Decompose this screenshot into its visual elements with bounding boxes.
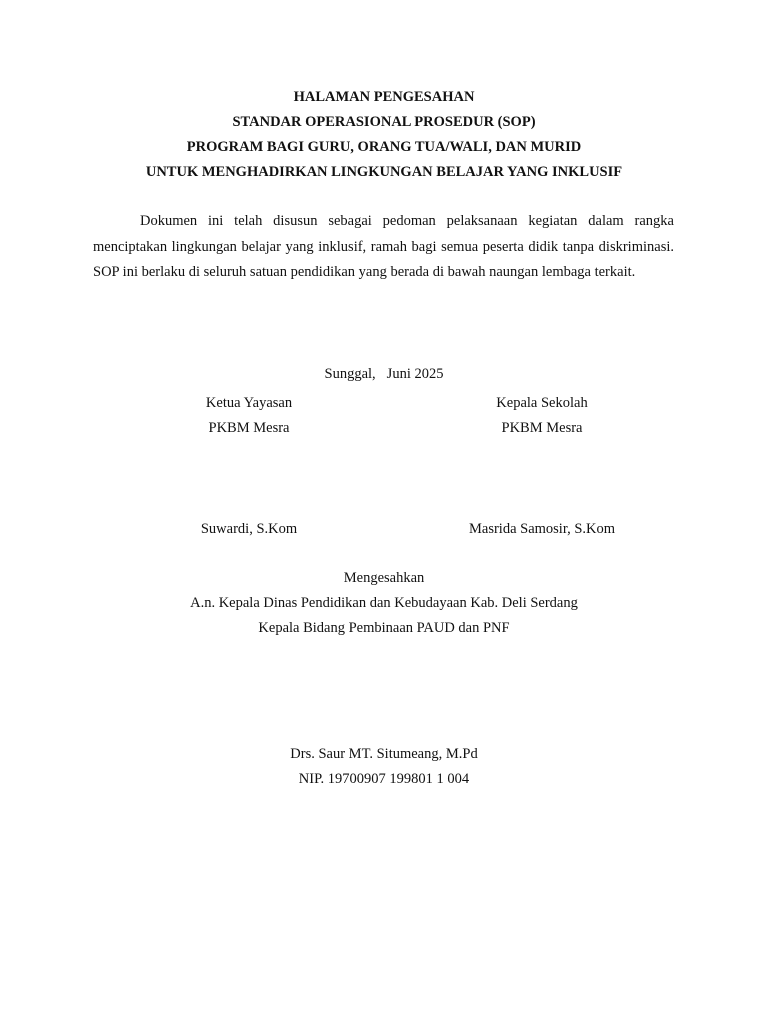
approval-nip: NIP. 19700907 199801 1 004 [298, 771, 470, 787]
approval-position: Kepala Bidang Pembinaan PAUD dan PNF [258, 620, 510, 636]
heading-line-3: PROGRAM BAGI GURU, ORANG TUA/WALI, DAN MURID [186, 139, 582, 155]
date-value: Juni 2025 [386, 366, 444, 382]
approval-on-behalf: A.n. Kepala Dinas Pendidikan dan Kebudayaan Kab. Deli Serdang [190, 595, 578, 611]
right-signatory-institution: PKBM Mesra [501, 420, 583, 436]
left-signatory-title: Ketua Yayasan [205, 395, 293, 411]
approval-label: Mengesahkan [343, 570, 425, 586]
right-signatory-name: Masrida Samosir, S.Kom [468, 521, 616, 537]
right-signatory-title: Kepala Sekolah [496, 395, 588, 411]
heading-line-1: HALAMAN PENGESAHAN [293, 89, 475, 105]
date-line [0, 365, 768, 383]
body-paragraph: Dokumen ini telah disusun sebagai pedoman pelaksanaan kegiatan dalam rangka menciptakan lingkungan belajar yang inklusif, ramah bagi semua peserta didik tanpa diskriminasi. SOP ini berlaku di seluruh satuan pendidikan yang berada di bawah naungan lembaga terkait. [93, 213, 674, 280]
date-place: Sunggal, [324, 366, 376, 382]
left-signatory-name: Suwardi, S.Kom [200, 521, 298, 537]
left-signatory-institution: PKBM Mesra [208, 420, 290, 436]
approval-name: Drs. Saur MT. Situmeang, M.Pd [290, 746, 478, 762]
heading-line-4: UNTUK MENGHADIRKAN LINGKUNGAN BELAJAR YANG INKLUSIF [145, 164, 623, 180]
heading-line-2: STANDAR OPERASIONAL PROSEDUR (SOP) [232, 114, 536, 130]
